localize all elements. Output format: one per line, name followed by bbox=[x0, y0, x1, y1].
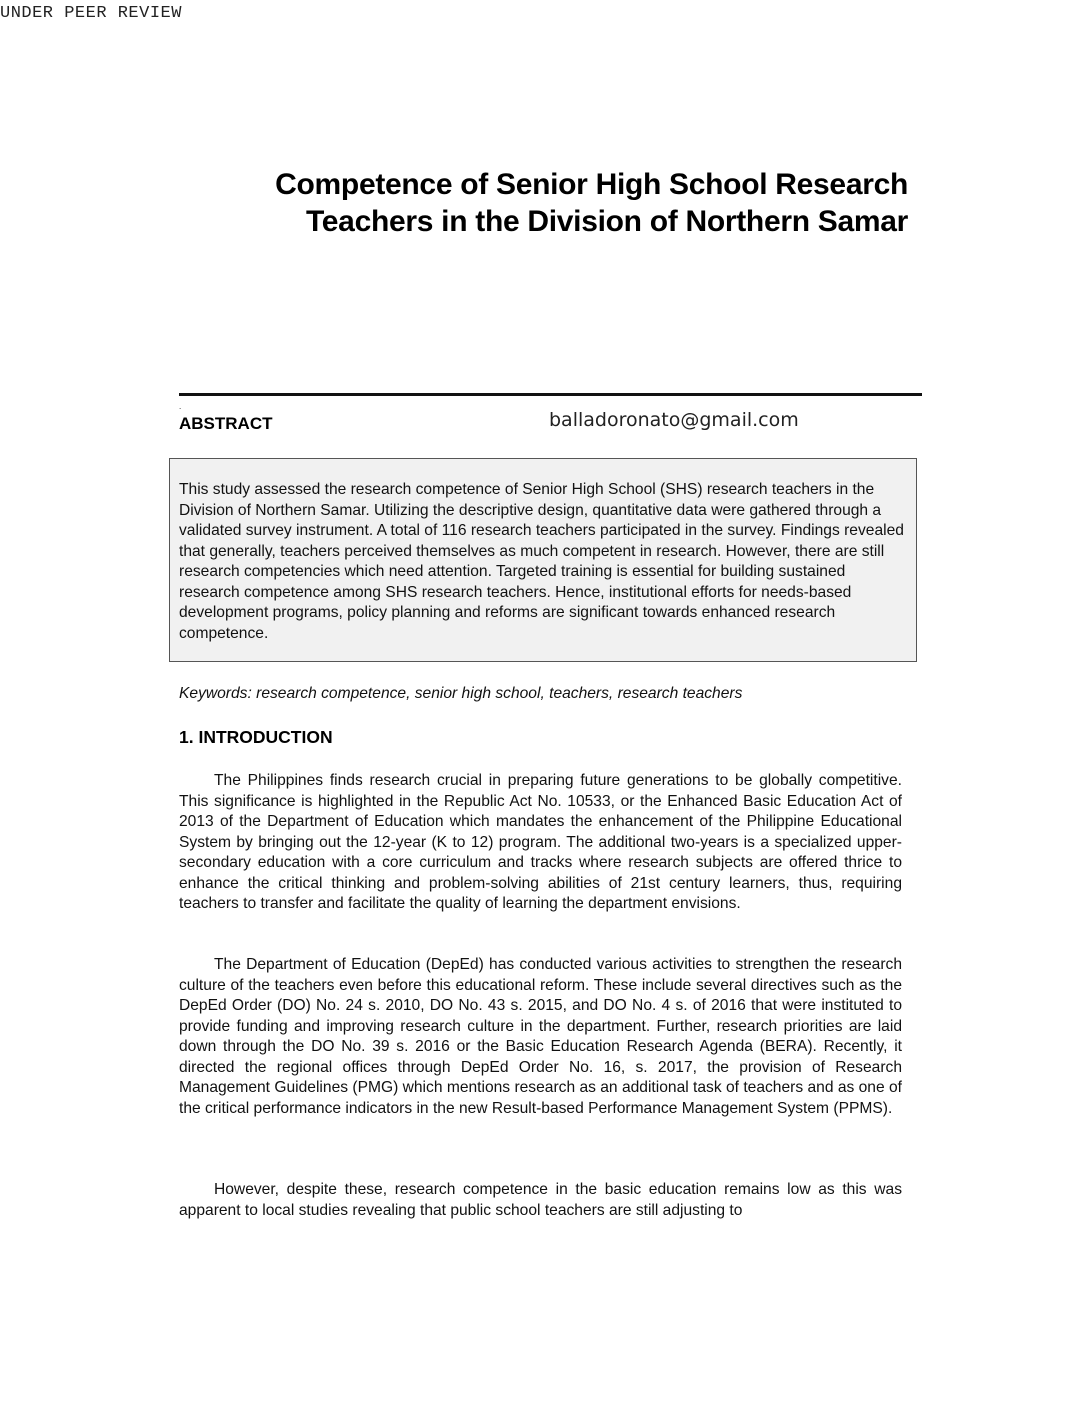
title-line-1: Competence of Senior High School Research bbox=[275, 168, 908, 201]
body-paragraph: The Philippines finds research crucial in preparing future generations to be globally competitive. This significance is highlighted in the Republic Act No. 10533, or the Enhanced Basic Education Act of 2013 of the Department of Education which mandates the enhancement of the Philippine Educational System by bringing out the 12-year (K to 12) program. The additional two-years is a specialized upper-secondary education with a core curriculum and tracks where research subjects are offered thrice to enhance the critical thinking and problem-solving abilities of 21st century learners, thus, requiring teachers to transfer and facilitate the quality of learning the department envisions. bbox=[179, 772, 902, 912]
abstract-heading: ABSTRACT bbox=[179, 414, 273, 433]
keywords: Keywords: research competence, senior high school, teachers, research teachers bbox=[179, 685, 743, 702]
abstract-text: This study assessed the research competence of Senior High School (SHS) research teachers in the Division of Northern Samar. Utilizing the descriptive design, quantitative data were gathered through a validated survey instrument. A total of 116 research teachers participated in the survey. Findings revealed that generally, teachers perceived themselves as much competent in research. However, there are still research competencies which need attention. Targeted training is essential for building sustained research competence among SHS research teachers. Hence, institutional efforts for needs-based development programs, policy planning and reforms are significant towards enhanced research competence. bbox=[179, 481, 904, 642]
introduction-heading: 1. INTRODUCTION bbox=[179, 727, 333, 747]
author-email[interactable]: balladoronato@gmail.com bbox=[549, 409, 799, 431]
body-paragraph: The Department of Education (DepEd) has conducted various activities to strengthen the research culture of the teachers even before this educational reform. These include several directives such as the DepEd Order (DO) No. 24 s. 2010, DO No. 43 s. 2015, and DO No. 4 s. of 2016 that were instituted to provide funding and improving research culture in the department. Further, research priorities are laid down through the DO No. 39 s. 2016 or the Basic Education Research Agenda (BERA). Recently, it directed the regional offices through DepEd Order No. 16, s. 2017, the provision of Research Management Guidelines (PMG) which mentions research as an additional task of teachers and as one of the critical performance indicators in the new Result-based Performance Management System (PPMS). bbox=[179, 956, 902, 1117]
stray-dot: . bbox=[179, 402, 182, 411]
title-line-2: Teachers in the Division of Northern Samar bbox=[306, 205, 908, 238]
title-divider bbox=[179, 393, 922, 396]
body-paragraph: However, despite these, research competence in the basic education remains low as this was apparent to local studies revealing that public school teachers are still adjusting to bbox=[179, 1181, 902, 1219]
review-watermark: UNDER PEER REVIEW bbox=[0, 4, 182, 23]
paper-title bbox=[200, 166, 908, 240]
